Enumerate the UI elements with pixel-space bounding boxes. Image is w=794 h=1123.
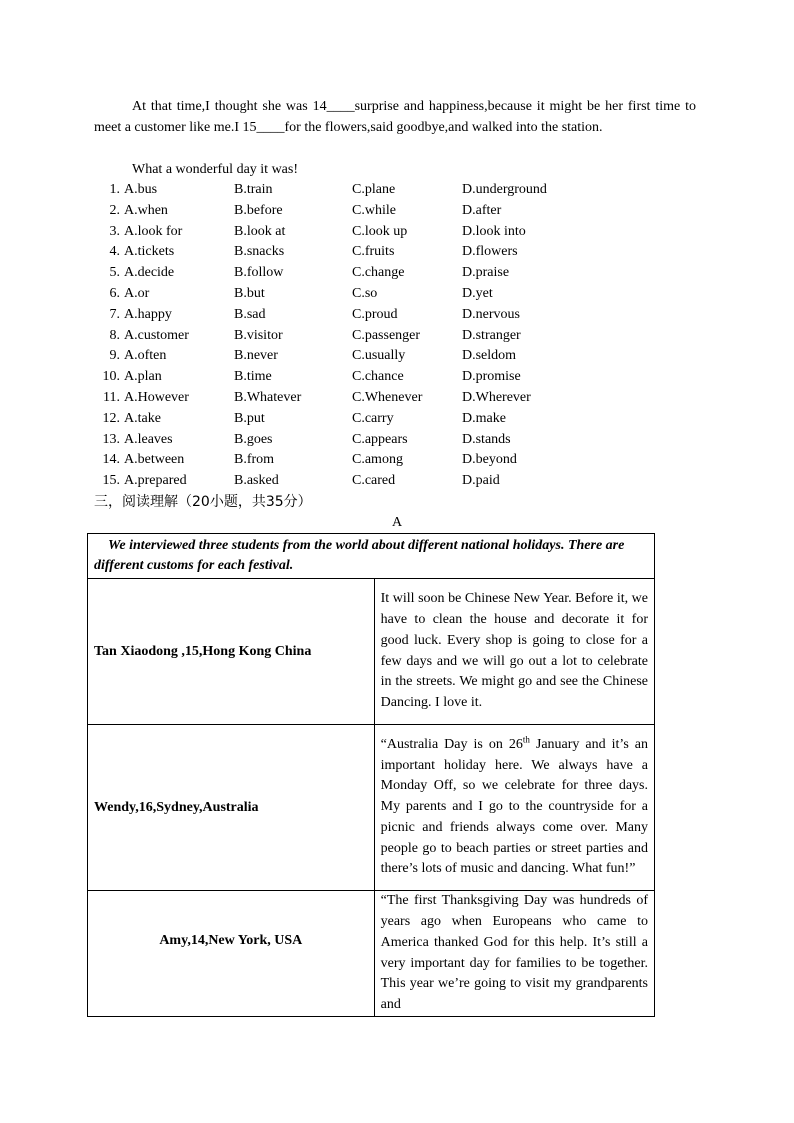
option-b: B.snacks (234, 244, 285, 260)
option-b: B.put (234, 410, 265, 426)
option-a: A.customer (124, 327, 189, 343)
option-d: D.Wherever (462, 389, 531, 405)
option-d: D.stranger (462, 327, 521, 343)
question-row (94, 263, 714, 284)
option-a: A.when (124, 202, 168, 218)
question-row (94, 430, 714, 451)
option-d: D.flowers (462, 244, 518, 260)
question-row (94, 326, 714, 347)
question-number: 5. (109, 265, 120, 281)
option-a: A.prepared (124, 473, 187, 489)
question-row (94, 450, 714, 471)
question-number: 3. (109, 223, 120, 239)
question-number: 11. (103, 389, 120, 405)
option-b: B.visitor (234, 327, 283, 343)
option-b: B.asked (234, 473, 279, 489)
passage-label: A (391, 515, 403, 530)
option-b: B.Whatever (234, 389, 302, 405)
section-title: 三，阅读理解（20小题，共35分） (94, 494, 312, 510)
question-number: 10. (102, 369, 120, 385)
question-number: 7. (109, 306, 120, 322)
option-d: D.nervous (462, 306, 520, 322)
option-c: C.passenger (352, 327, 421, 343)
question-row (94, 367, 714, 388)
option-b: B.from (234, 452, 275, 468)
option-c: C.usually (352, 348, 406, 364)
question-row (94, 305, 714, 326)
question-number: 6. (109, 285, 120, 301)
text-part: January and it’s an important holiday here. We always have a Monday Off, so we celebrate for three days. My parents and I go to the countryside for a picnic and friends always come over. Many people go to beach parties or street parties and there’s lots of music and dancing. What fun!” (380, 736, 648, 877)
option-a: A.take (124, 410, 161, 426)
question-number: 2. (109, 202, 120, 218)
option-d: D.make (462, 410, 506, 426)
student-name: Tan Xiaodong ,15,Hong Kong China (88, 579, 375, 725)
student-text (374, 725, 654, 891)
option-c: C.chance (352, 369, 404, 385)
option-c: C.change (352, 265, 405, 281)
table-row (88, 725, 655, 891)
option-d: D.praise (462, 265, 510, 281)
option-b: B.before (234, 202, 283, 218)
question-row (94, 180, 714, 201)
option-a: A.happy (124, 306, 172, 322)
option-d: D.promise (462, 369, 521, 385)
option-d: D.yet (462, 285, 493, 301)
table-intro: We interviewed three students from the world about different national holidays. There are different customs for each festival. (88, 534, 655, 579)
option-c: C.proud (352, 306, 398, 322)
option-c: C.plane (352, 182, 396, 197)
option-b: B.look at (234, 223, 286, 239)
option-d: D.paid (462, 473, 500, 489)
option-d: D.look into (462, 223, 526, 239)
question-number: 4. (109, 244, 120, 260)
options-list (94, 180, 714, 492)
option-d: D.beyond (462, 452, 517, 468)
student-text: It will soon be Chinese New Year. Before it, we have to clean the house and decorate it for good luck. Every shop is going to close for a few days and we will go out a lot to celebrate in the streets. We might go and see the Chinese Dancing. I love it. (374, 579, 654, 725)
option-b: B.time (234, 369, 272, 385)
student-name: Wendy,16,Sydney,Australia (88, 725, 375, 891)
question-row (94, 388, 714, 409)
option-b: B.sad (234, 306, 266, 322)
option-a: A.look for (124, 223, 183, 239)
question-number: 13. (102, 431, 120, 447)
option-d: D.underground (462, 182, 547, 197)
question-row (94, 409, 714, 430)
question-number: 1. (109, 182, 120, 197)
option-c: C.carry (352, 410, 394, 426)
passage-paragraph-1: At that time,I thought she was 14____surprise and happiness,because it might be her first time to meet a customer like me.I 15____for the flowers,said goodbye,and walked into the station. (94, 99, 696, 135)
option-a: A.decide (124, 265, 175, 281)
option-c: C.cared (352, 473, 396, 489)
option-a: A.tickets (124, 244, 175, 260)
table-row (88, 891, 655, 1017)
question-row (94, 284, 714, 305)
option-a: A.leaves (124, 431, 173, 447)
option-d: D.after (462, 202, 502, 218)
passage-paragraph-2: What a wonderful day it was! (132, 162, 298, 177)
holidays-table (87, 533, 655, 1017)
question-number: 14. (102, 452, 120, 468)
question-row (94, 242, 714, 263)
option-b: B.but (234, 285, 265, 301)
student-text: “The first Thanksgiving Day was hundreds of years ago when Europeans who came to America thanked God for this help. It’s still a very important day for families to be together. This year we’re going to visit my grandparents and (374, 891, 654, 1017)
table-intro-row (88, 534, 655, 579)
option-c: C.so (352, 285, 378, 301)
option-a: A.often (124, 348, 167, 364)
text-part: “Australia Day is on 26 (380, 736, 523, 752)
option-c: C.while (352, 202, 396, 218)
student-name: Amy,14,New York, USA (88, 891, 375, 1017)
option-c: C.Whenever (352, 389, 423, 405)
option-d: D.stands (462, 431, 511, 447)
question-row (94, 201, 714, 222)
question-number: 15. (102, 473, 120, 489)
question-row (94, 471, 714, 492)
question-number: 9. (109, 348, 120, 364)
option-b: B.never (234, 348, 278, 364)
option-b: B.goes (234, 431, 273, 447)
option-b: B.train (234, 182, 273, 197)
option-c: C.fruits (352, 244, 395, 260)
question-row (94, 222, 714, 243)
option-b: B.follow (234, 265, 284, 281)
question-row (94, 346, 714, 367)
option-c: C.appears (352, 431, 408, 447)
option-a: A.between (124, 452, 185, 468)
table-row (88, 579, 655, 725)
question-number: 12. (102, 410, 120, 426)
option-a: A.plan (124, 369, 162, 385)
option-c: C.look up (352, 223, 408, 239)
superscript: th (522, 734, 530, 745)
option-a: A.bus (124, 182, 158, 197)
question-number: 8. (109, 327, 120, 343)
option-d: D.seldom (462, 348, 517, 364)
option-a: A.However (124, 389, 189, 405)
option-a: A.or (124, 285, 150, 301)
option-c: C.among (352, 452, 403, 468)
